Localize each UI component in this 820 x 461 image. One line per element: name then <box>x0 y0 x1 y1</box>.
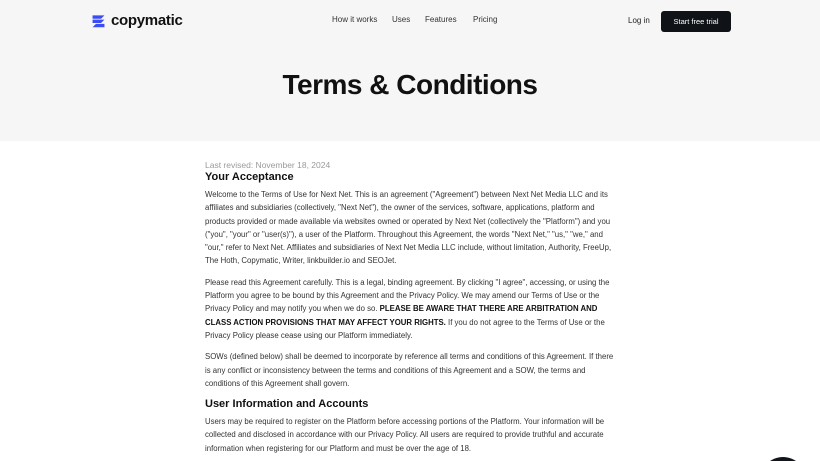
section-title-acceptance: Your Acceptance <box>205 171 294 183</box>
arbitration-notice: PLEASE BE AWARE THAT THERE ARE ARBITRATION AND CLASS ACTION PROVISIONS THAT MAY AFFECT YOUR RIGHTS. <box>205 304 598 327</box>
start-free-trial-button[interactable]: Start free trial <box>661 11 731 32</box>
paragraph-user-info: Users may be required to register on the Platform before accessing portions of the Platform. Your information will be collected and disclosed in accordance with our Privacy Policy. All users are required to provide truthful and accurate information when registering for our Platform and must be over the age of 18. <box>205 417 605 453</box>
copymatic-logo-icon <box>90 12 107 29</box>
site-header <box>0 0 820 43</box>
nav-features[interactable]: Features <box>425 15 457 24</box>
paragraph-agreement-start: Please read this Agreement carefully. This is a legal, binding agreement. By clicking "I agree", accessing, or using the Platform you agree to be bound by this Agreement and the Privacy Policy. We may amend our Terms of Use or the Privacy Policy and may notify you when we do so. <box>205 277 610 314</box>
terms-content <box>205 160 615 461</box>
section-title-user-info: User Information and Accounts <box>205 398 369 411</box>
paragraph-sows: SOWs (defined below) shall be deemed to incorporate by reference all terms and conditions of this Agreement. If there is any conflict or inconsistency between the terms and conditions of this Agreement and a SOW, the terms and conditions of this Agreement shall govern. <box>205 352 614 388</box>
nav-uses[interactable]: Uses <box>392 15 411 24</box>
paragraph-agreement <box>205 276 615 342</box>
last-revised-date: Last revised: November 18, 2024 <box>205 160 331 170</box>
page-title: Terms & Conditions <box>282 69 538 100</box>
brand-name: copymatic <box>111 12 183 29</box>
login-link[interactable]: Log in <box>628 16 650 25</box>
paragraph-welcome: Welcome to the Terms of Use for Next Net. This is an agreement ("Agreement") between Next Net Media LLC and its affiliates and subsidiaries (collectively, "Next Net"), the owner of the services, software, applications, platform and products provided or made available via websites owned or operated by Next Net (collectively the "Platform") and you ("you", "your" or "user(s)"), a user of the Platform. Throughout this Agreement, the words "Next Net," "us," "we," and "our," refer to Next Net. Affiliates and subsidiaries of Next Net Media LLC include, without limitation, Authority, FreeUp, The Hoth, Copymatic, Writer, linkbuilder.io and SEOJet. <box>205 190 612 266</box>
hero-section <box>0 43 820 141</box>
paragraph-agreement-end: If you do not agree to the Terms of Use or the Privacy Policy please cease using our Platform immediately. <box>205 317 605 340</box>
nav-how-it-works[interactable]: How it works <box>332 15 378 24</box>
brand-logo[interactable] <box>90 12 183 29</box>
nav-pricing[interactable]: Pricing <box>473 15 498 24</box>
chat-widget-button[interactable] <box>760 457 806 461</box>
